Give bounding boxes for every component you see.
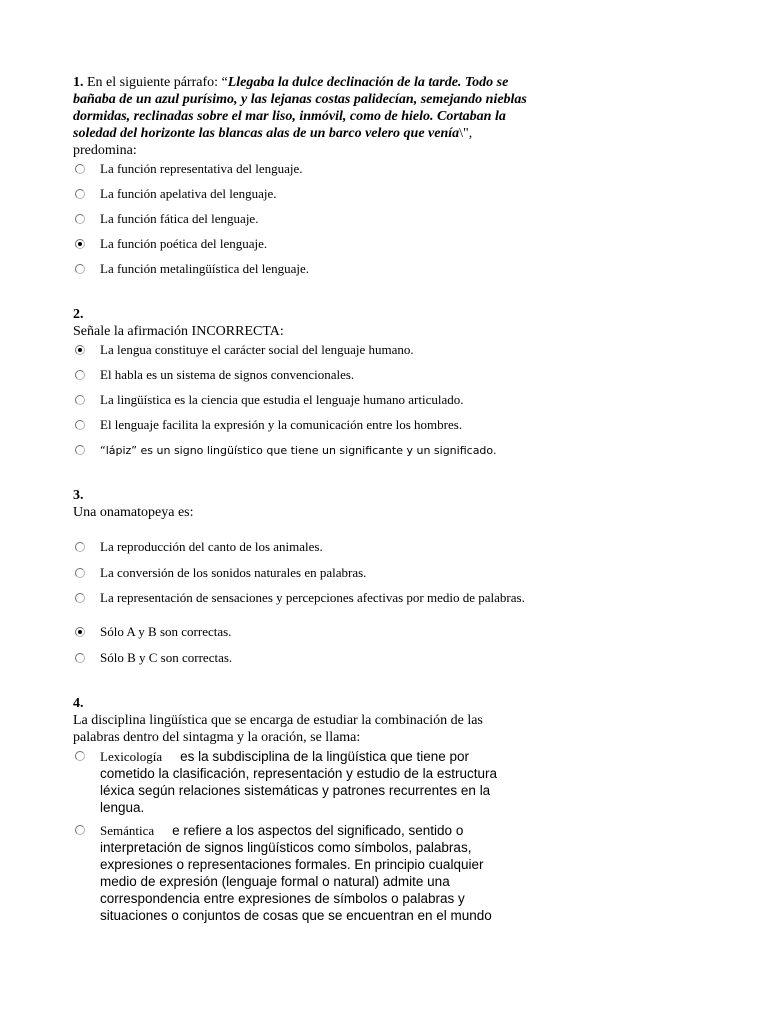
radio-button[interactable]: [75, 189, 85, 199]
option-label: Sólo B y C son correctas.: [100, 650, 233, 665]
quiz-document: [73, 74, 533, 924]
question-2: [73, 306, 533, 467]
option-term: Lexicología: [100, 749, 163, 764]
option-row[interactable]: [73, 822, 510, 924]
option-label: La función fática del lenguaje.: [100, 211, 259, 226]
question-prompt: La disciplina lingüística que se encarga de estudiar la combinación de las palabras dentro del sintagma y la oración, se llama:: [73, 713, 483, 745]
radio-button[interactable]: [75, 751, 85, 761]
option-label: La lingüística es la ciencia que estudia el lenguaje humano articulado.: [100, 392, 464, 407]
radio-button-selected[interactable]: [75, 627, 85, 637]
option-label: La función poética del lenguaje.: [100, 236, 268, 251]
option-label: La reproducción del canto de los animales.: [100, 539, 323, 554]
radio-button[interactable]: [75, 445, 85, 455]
question-lead: En el siguiente párrafo: “: [83, 75, 228, 90]
radio-button-selected[interactable]: [75, 239, 85, 249]
option-row[interactable]: [73, 367, 533, 392]
option-label: El habla es un sistema de signos convencionales.: [100, 367, 355, 382]
option-label: La conversión de los sonidos naturales en palabras.: [100, 565, 367, 580]
option-row[interactable]: [73, 417, 533, 442]
radio-button[interactable]: [75, 395, 85, 405]
quoted-paragraph: Llegaba la dulce declinación de la tarde. Todo se bañaba de un azul purísimo, y las lejanas costas palidecían, semejando nieblas dormidas, reclinadas sobre el mar liso, inmóvil, como de hielo. Cortaban la soledad del horizonte las blancas alas de un barco velero que venía: [73, 75, 527, 141]
option-label: La función representativa del lenguaje.: [100, 161, 303, 176]
option-label: El lenguaje facilita la expresión y la comunicación entre los hombres.: [100, 417, 463, 432]
option-label: “lápiz” es un signo lingüístico que tiene un significante y un significado.: [100, 444, 497, 457]
option-row[interactable]: [73, 442, 533, 467]
option-label: La función apelativa del lenguaje.: [100, 186, 277, 201]
option-row[interactable]: [73, 590, 533, 624]
radio-button[interactable]: [75, 653, 85, 663]
question-prompt: Una onamatopeya es:: [73, 505, 194, 520]
option-row[interactable]: [73, 342, 533, 367]
question-3: [73, 487, 533, 675]
option-row[interactable]: [73, 748, 510, 816]
option-row[interactable]: [73, 186, 533, 211]
radio-button[interactable]: [75, 420, 85, 430]
option-row[interactable]: [73, 236, 533, 261]
option-row[interactable]: [73, 211, 533, 236]
question-1: [73, 74, 533, 286]
question-number: 4.: [73, 696, 84, 711]
question-number: 1.: [73, 75, 84, 90]
option-row[interactable]: [73, 392, 533, 417]
radio-button[interactable]: [75, 214, 85, 224]
option-term: Semántica: [100, 823, 155, 838]
question-1-text: [73, 74, 533, 159]
option-row[interactable]: [73, 261, 533, 286]
radio-button[interactable]: [75, 164, 85, 174]
radio-button-selected[interactable]: [75, 345, 85, 355]
option-definition: es la subdisciplina de la lingüística que tiene por cometido la clasificación, representación y estudio de la estructura léxica según relaciones sistemáticas y patrones recurrentes en la lengua.: [100, 749, 497, 815]
radio-button[interactable]: [75, 825, 85, 835]
question-number: 2.: [73, 307, 84, 322]
radio-button[interactable]: [75, 593, 85, 603]
question-4: [73, 695, 533, 924]
option-row[interactable]: [73, 565, 533, 590]
option-label: La representación de sensaciones y percepciones afectivas por medio de palabras.: [100, 590, 525, 605]
question-number: 3.: [73, 488, 84, 503]
option-row[interactable]: [73, 161, 533, 186]
question-prompt: Señale la afirmación INCORRECTA:: [73, 324, 284, 339]
option-row[interactable]: [73, 624, 533, 650]
option-row[interactable]: [73, 539, 533, 565]
option-row[interactable]: [73, 650, 533, 675]
option-definition: e refiere a los aspectos del significado, sentido o interpretación de signos lingüísticos como símbolos, palabras, expresiones o representaciones formales. En principio cualquier medio de expresión (lenguaje formal o natural) admite una correspondencia entre expresiones de símbolos o palabras y situaciones o conjuntos de cosas que se encuentran en el mundo: [100, 823, 492, 923]
radio-button[interactable]: [75, 370, 85, 380]
option-label: Sólo A y B son correctas.: [100, 624, 232, 639]
radio-button[interactable]: [75, 542, 85, 552]
option-label: La función metalingüística del lenguaje.: [100, 261, 310, 276]
radio-button[interactable]: [75, 568, 85, 578]
radio-button[interactable]: [75, 264, 85, 274]
option-label: La lengua constituye el carácter social del lenguaje humano.: [100, 342, 414, 357]
question-tail: \", predomina:: [73, 126, 473, 158]
